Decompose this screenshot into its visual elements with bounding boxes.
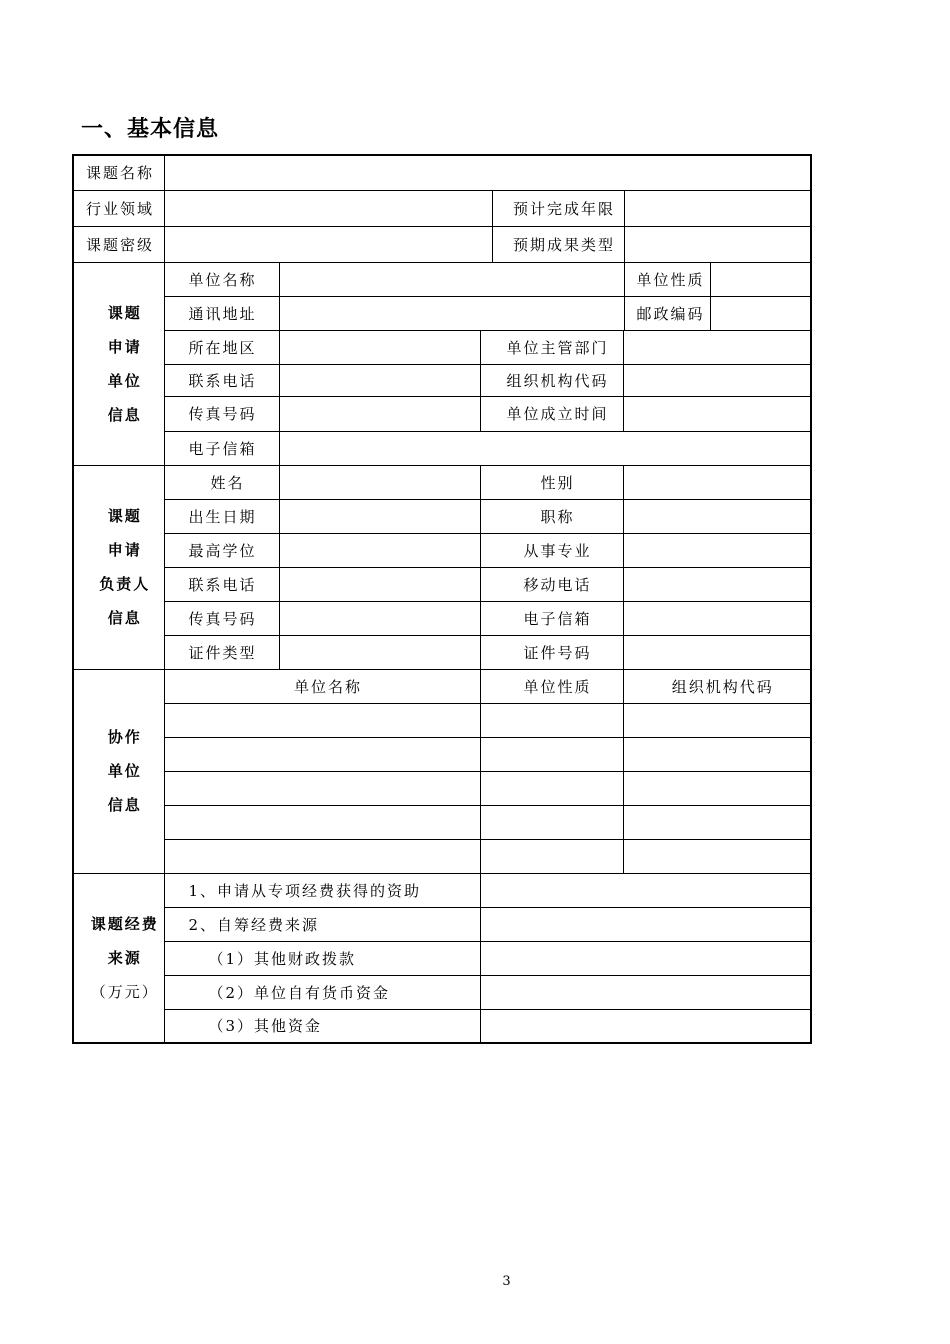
fund-item-2: 2、自筹经费来源 bbox=[164, 907, 480, 941]
label-result-type: 预期成果类型 bbox=[492, 226, 624, 262]
coop-row bbox=[73, 703, 811, 737]
label-unit-fax: 传真号码 bbox=[164, 396, 279, 431]
fund-item-1-field[interactable] bbox=[480, 873, 811, 907]
industry-field[interactable] bbox=[164, 190, 492, 226]
coop-name-cell[interactable] bbox=[164, 771, 480, 805]
fund-item-1: 1、申请从专项经费获得的资助 bbox=[164, 873, 480, 907]
coop-nature-cell[interactable] bbox=[480, 703, 623, 737]
label-est-completion: 预计完成年限 bbox=[492, 190, 624, 226]
label-topic-name: 课题名称 bbox=[73, 155, 164, 190]
id-type-field[interactable] bbox=[279, 635, 480, 669]
label-unit-email: 电子信箱 bbox=[164, 431, 279, 465]
label-secrecy: 课题密级 bbox=[73, 226, 164, 262]
label-id-no: 证件号码 bbox=[480, 635, 623, 669]
unit-nature-field[interactable] bbox=[710, 262, 811, 296]
fund-item-2a: （1）其他财政拨款 bbox=[164, 941, 480, 975]
coop-nature-cell[interactable] bbox=[480, 737, 623, 771]
coop-code-cell[interactable] bbox=[623, 703, 811, 737]
label-supervisor: 单位主管部门 bbox=[480, 330, 623, 364]
label-mobile: 移动电话 bbox=[480, 567, 623, 601]
leader-name-field[interactable] bbox=[279, 465, 480, 499]
org-code-field[interactable] bbox=[623, 364, 811, 396]
coop-row bbox=[73, 839, 811, 873]
coop-code-cell[interactable] bbox=[623, 771, 811, 805]
supervisor-field[interactable] bbox=[623, 330, 811, 364]
label-gender: 性别 bbox=[480, 465, 623, 499]
unit-name-field[interactable] bbox=[279, 262, 624, 296]
leader-section-label: 课题 申请 负责人 信息 bbox=[73, 465, 164, 669]
fund-item-2b: （2）单位自有货币资金 bbox=[164, 975, 480, 1009]
fund-item-2c-field[interactable] bbox=[480, 1009, 811, 1043]
coop-name-cell[interactable] bbox=[164, 737, 480, 771]
label-leader-name: 姓名 bbox=[164, 465, 279, 499]
basic-info-table bbox=[72, 154, 812, 1044]
leader-email-field[interactable] bbox=[623, 601, 811, 635]
coop-code-cell[interactable] bbox=[623, 839, 811, 873]
mobile-field[interactable] bbox=[623, 567, 811, 601]
founded-field[interactable] bbox=[623, 396, 811, 431]
label-birth: 出生日期 bbox=[164, 499, 279, 533]
coop-code-cell[interactable] bbox=[623, 805, 811, 839]
label-industry: 行业领域 bbox=[73, 190, 164, 226]
label-unit-name: 单位名称 bbox=[164, 262, 279, 296]
leader-phone-field[interactable] bbox=[279, 567, 480, 601]
coop-nature-cell[interactable] bbox=[480, 805, 623, 839]
unit-section-label: 课题 申请 单位 信息 bbox=[73, 262, 164, 465]
postcode-field[interactable] bbox=[710, 296, 811, 330]
label-title: 职称 bbox=[480, 499, 623, 533]
id-no-field[interactable] bbox=[623, 635, 811, 669]
result-type-field[interactable] bbox=[624, 226, 811, 262]
coop-nature-cell[interactable] bbox=[480, 771, 623, 805]
fund-item-2-field[interactable] bbox=[480, 907, 811, 941]
coop-code-cell[interactable] bbox=[623, 737, 811, 771]
fund-section-label: 课题经费 来源 （万元） bbox=[73, 873, 164, 1043]
major-field[interactable] bbox=[623, 533, 811, 567]
coop-col-nature: 单位性质 bbox=[480, 669, 623, 703]
degree-field[interactable] bbox=[279, 533, 480, 567]
coop-nature-cell[interactable] bbox=[480, 839, 623, 873]
label-id-type: 证件类型 bbox=[164, 635, 279, 669]
coop-col-name: 单位名称 bbox=[164, 669, 480, 703]
label-region: 所在地区 bbox=[164, 330, 279, 364]
fund-item-2c: （3）其他资金 bbox=[164, 1009, 480, 1043]
gender-field[interactable] bbox=[623, 465, 811, 499]
coop-name-cell[interactable] bbox=[164, 703, 480, 737]
fund-item-2b-field[interactable] bbox=[480, 975, 811, 1009]
label-degree: 最高学位 bbox=[164, 533, 279, 567]
coop-name-cell[interactable] bbox=[164, 805, 480, 839]
label-address: 通讯地址 bbox=[164, 296, 279, 330]
title-field[interactable] bbox=[623, 499, 811, 533]
label-major: 从事专业 bbox=[480, 533, 623, 567]
section-heading: 一、基本信息 bbox=[81, 117, 220, 142]
coop-name-cell[interactable] bbox=[164, 839, 480, 873]
label-leader-phone: 联系电话 bbox=[164, 567, 279, 601]
label-org-code: 组织机构代码 bbox=[480, 364, 623, 396]
label-unit-nature: 单位性质 bbox=[624, 262, 710, 296]
fund-item-2a-field[interactable] bbox=[480, 941, 811, 975]
secrecy-field[interactable] bbox=[164, 226, 492, 262]
coop-section-label: 协作 单位 信息 bbox=[73, 669, 164, 873]
unit-email-field[interactable] bbox=[279, 431, 811, 465]
coop-row bbox=[73, 771, 811, 805]
label-leader-fax: 传真号码 bbox=[164, 601, 279, 635]
label-founded: 单位成立时间 bbox=[480, 396, 623, 431]
label-unit-phone: 联系电话 bbox=[164, 364, 279, 396]
coop-row bbox=[73, 737, 811, 771]
address-field[interactable] bbox=[279, 296, 624, 330]
label-postcode: 邮政编码 bbox=[624, 296, 710, 330]
coop-row bbox=[73, 805, 811, 839]
unit-fax-field[interactable] bbox=[279, 396, 480, 431]
region-field[interactable] bbox=[279, 330, 480, 364]
est-completion-field[interactable] bbox=[624, 190, 811, 226]
birth-field[interactable] bbox=[279, 499, 480, 533]
page-number: 3 bbox=[502, 1274, 511, 1289]
leader-fax-field[interactable] bbox=[279, 601, 480, 635]
label-leader-email: 电子信箱 bbox=[480, 601, 623, 635]
topic-name-field[interactable] bbox=[164, 155, 811, 190]
unit-phone-field[interactable] bbox=[279, 364, 480, 396]
coop-col-code: 组织机构代码 bbox=[623, 669, 811, 703]
